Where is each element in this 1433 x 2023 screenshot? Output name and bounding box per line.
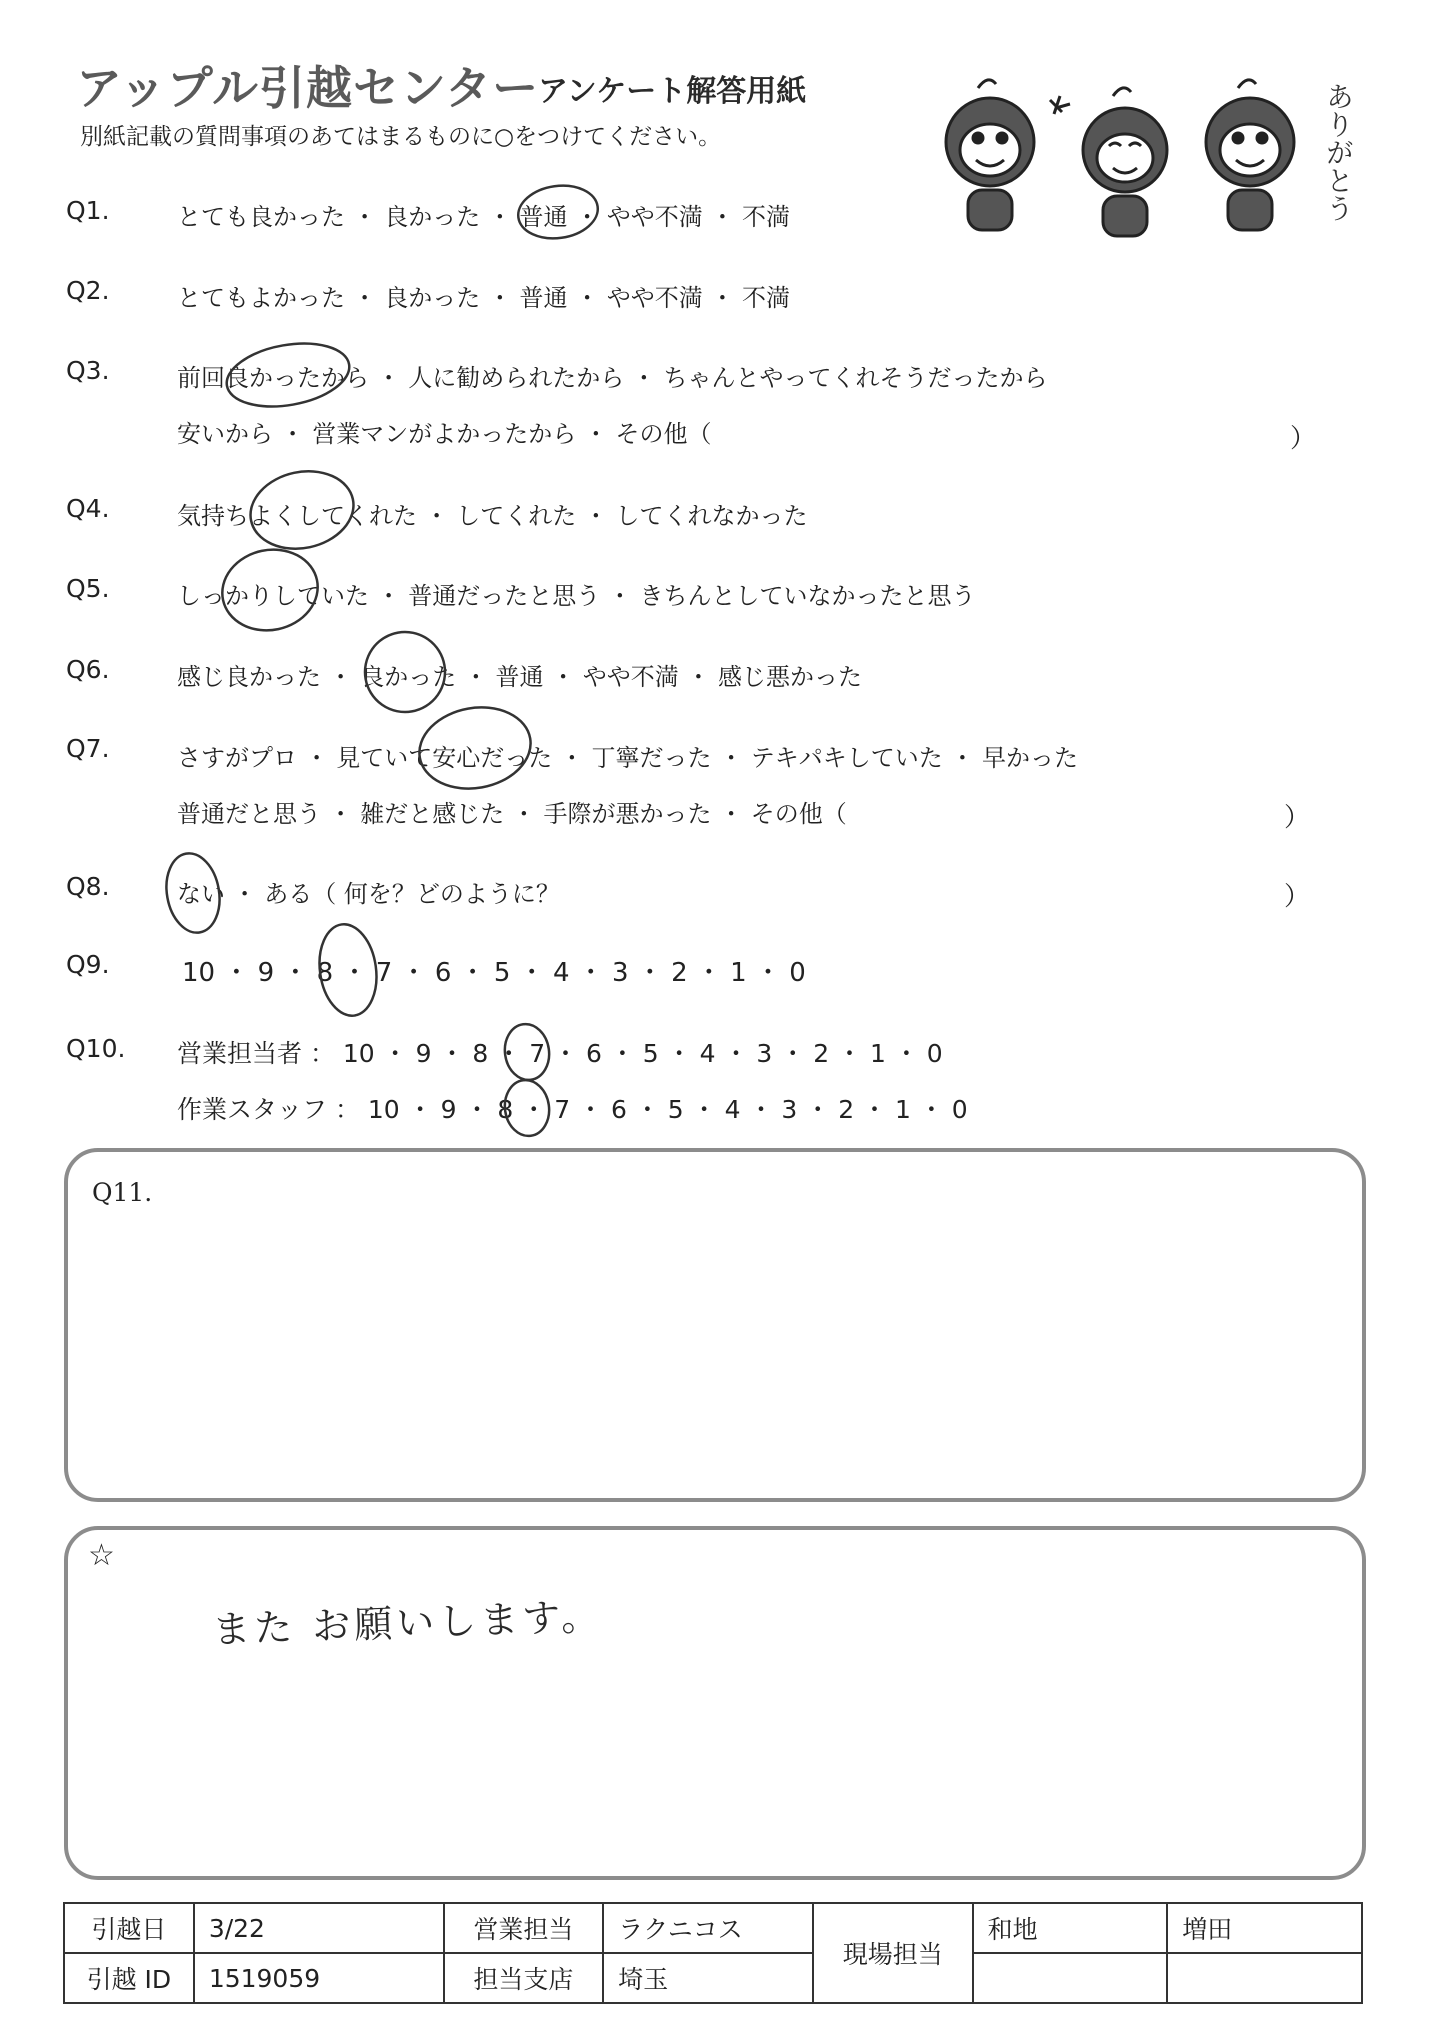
q5-options: しっかりしていた ・ 普通だったと思う ・ きちんとしていなかったと思う — [177, 582, 976, 610]
sparkle-icon — [1050, 96, 1070, 114]
q4-options: 気持ちよくしてくれた ・ してくれた ・ してくれなかった — [177, 502, 808, 530]
comment-answer: また お願いします。 — [211, 1594, 604, 1652]
mascot-monkeys-illustration — [900, 60, 1340, 250]
footer-info-table — [63, 1902, 1363, 2004]
q9-label: Q9. — [66, 950, 110, 979]
form-subtitle: アンケート解答用紙 — [538, 74, 807, 109]
q1-label: Q1. — [66, 196, 110, 225]
star-icon: ☆ — [88, 1538, 115, 1573]
q7-options-line1: さすがプロ ・ 見ていて安心だった ・ 丁寧だった ・ テキパキしていた ・ 早かった — [177, 744, 1079, 772]
q8-options: ない ・ ある（ 何を？どのように？ — [177, 880, 560, 908]
q5-label: Q5. — [66, 574, 110, 603]
branch-label: 担当支店 — [444, 1953, 604, 2003]
q2-options: とてもよかった ・ 良かった ・ 普通 ・ やや不満 ・ 不満 — [177, 284, 791, 312]
q11-answer-box — [64, 1148, 1366, 1502]
branch-value: 埼玉 — [603, 1953, 813, 2003]
q9-scale: 10 ・ 9 ・ 8 ・ 7 ・ 6 ・ 5 ・ 4 ・ 3 ・ 2 ・ 1 ・ 0 — [182, 958, 806, 988]
q6-options: 感じ良かった ・ 良かった ・ 普通 ・ やや不満 ・ 感じ悪かった — [177, 663, 863, 691]
q10-label: Q10. — [66, 1034, 126, 1063]
site-value-3 — [973, 1953, 1168, 2003]
q3-label: Q3. — [66, 356, 110, 385]
q6-label: Q6. — [66, 655, 110, 684]
q7-options-line2: 普通だと思う ・ 雑だと感じた ・ 手際が悪かった ・ その他（ — [177, 800, 847, 828]
thanks-text: ありがとう — [1322, 82, 1355, 222]
q3-options-line2: 安いから ・ 営業マンがよかったから ・ その他（ — [177, 420, 712, 448]
q7-paren-close: ） — [1284, 803, 1311, 833]
move-date-label: 引越日 — [64, 1903, 194, 1953]
sales-label: 営業担当 — [444, 1903, 604, 1953]
q8-label: Q8. — [66, 872, 110, 901]
monkey-2-icon — [1083, 88, 1167, 236]
q8-paren-close: ） — [1284, 882, 1311, 912]
instruction-text: 別紙記載の質問事項のあてはまるものに○をつけてください。 — [80, 124, 722, 150]
monkey-1-icon — [946, 80, 1034, 230]
monkey-3-icon — [1206, 80, 1294, 230]
q10-sales-scale: 営業担当者 ： 10 ・ 9 ・ 8 ・ 7 ・ 6 ・ 5 ・ 4 ・ 3 ・ 2 ・ 1 ・ 0 — [177, 1039, 943, 1068]
sales-value: ラクニコス — [603, 1903, 813, 1953]
q4-label: Q4. — [66, 494, 110, 523]
site-value-1: 和地 — [973, 1903, 1168, 1953]
q1-options: とても良かった ・ 良かった ・ 普通 ・ やや不満 ・ 不満 — [177, 203, 791, 231]
q2-label: Q2. — [66, 276, 110, 305]
site-label: 現場担当 — [813, 1903, 973, 2003]
move-id-label: 引越 ID — [64, 1953, 194, 2003]
company-title: アップル引越センター — [76, 61, 540, 115]
q3-options-line1: 前回良かったから ・ 人に勧められたから ・ ちゃんとやってくれそうだったから — [177, 364, 1048, 392]
q7-label: Q7. — [66, 734, 110, 763]
comment-box — [64, 1526, 1366, 1880]
q10-staff-scale: 作業スタッフ ： 10 ・ 9 ・ 8 ・ 7 ・ 6 ・ 5 ・ 4 ・ 3 ・ 2 ・ 1 ・ 0 — [177, 1095, 968, 1124]
site-value-4 — [1167, 1953, 1362, 2003]
q3-paren-close: ） — [1290, 424, 1317, 454]
move-id-value: 1519059 — [194, 1953, 444, 2003]
move-date-value: 3/22 — [194, 1903, 444, 1953]
q11-label: Q11. — [92, 1178, 153, 1207]
site-value-2: 増田 — [1167, 1903, 1362, 1953]
